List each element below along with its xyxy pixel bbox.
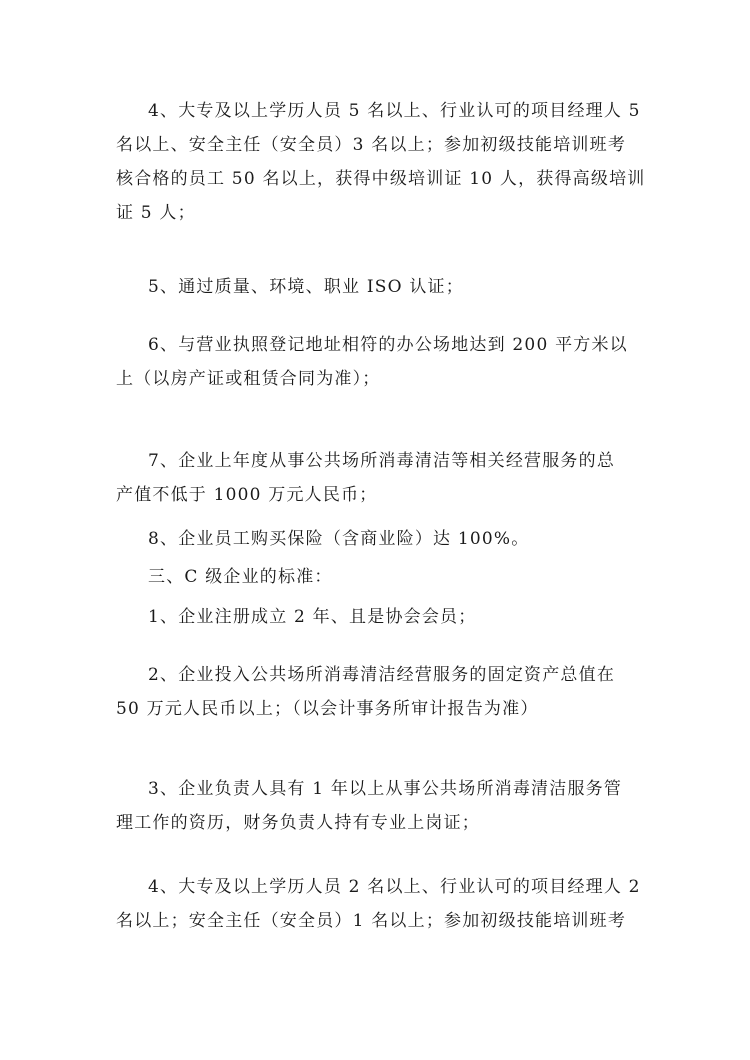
paragraph-b7-output bbox=[116, 444, 646, 512]
text-line: 3、企业负责人具有 1 年以上从事公共场所消毒清洁服务管 bbox=[148, 779, 623, 799]
paragraph-b6-office bbox=[116, 328, 646, 396]
paragraph-c3-management bbox=[116, 772, 646, 840]
text-line: 50 万元人民币以上；（以会计事务所审计报告为准） bbox=[116, 699, 539, 719]
paragraph-b5-iso bbox=[116, 270, 646, 304]
text-line: 理工作的资历，财务负责人持有专业上岗证； bbox=[116, 813, 480, 833]
paragraph-b8-insurance bbox=[116, 522, 646, 556]
text-line: 核合格的员工 50 名以上，获得中级培训证 10 人，获得高级培训 bbox=[116, 169, 646, 189]
paragraph-c2-assets bbox=[116, 658, 646, 726]
section-heading-c-level bbox=[116, 560, 646, 594]
text-line: 2、企业投入公共场所消毒清洁经营服务的固定资产总值在 bbox=[148, 665, 616, 685]
text-line: 8、企业员工购买保险（含商业险）达 100%。 bbox=[148, 529, 530, 549]
paragraph-c4-staffing bbox=[116, 870, 646, 938]
text-line: 三、C 级企业的标准： bbox=[148, 567, 333, 587]
text-line: 5、通过质量、环境、职业 ISO 认证； bbox=[148, 277, 464, 297]
text-line: 产值不低于 1000 万元人民币； bbox=[116, 485, 378, 505]
paragraph-b4-staffing bbox=[116, 94, 646, 230]
text-line: 上（以房产证或租赁合同为准）； bbox=[116, 369, 381, 389]
text-line: 4、大专及以上学历人员 2 名以上、行业认可的项目经理人 2 bbox=[148, 877, 641, 897]
text-line: 4、大专及以上学历人员 5 名以上、行业认可的项目经理人 5 bbox=[148, 101, 641, 121]
text-line: 名以上、安全主任（安全员）3 名以上；参加初级技能培训班考 bbox=[116, 135, 627, 155]
text-line: 6、与营业执照登记地址相符的办公场地达到 200 平方米以 bbox=[148, 335, 628, 355]
text-line: 7、企业上年度从事公共场所消毒清洁等相关经营服务的总 bbox=[148, 451, 616, 471]
text-line: 1、企业注册成立 2 年、且是协会会员； bbox=[148, 607, 477, 627]
text-line: 证 5 人； bbox=[116, 203, 196, 223]
paragraph-c1-registration bbox=[116, 600, 646, 634]
text-line: 名以上；安全主任（安全员）1 名以上；参加初级技能培训班考 bbox=[116, 911, 627, 931]
